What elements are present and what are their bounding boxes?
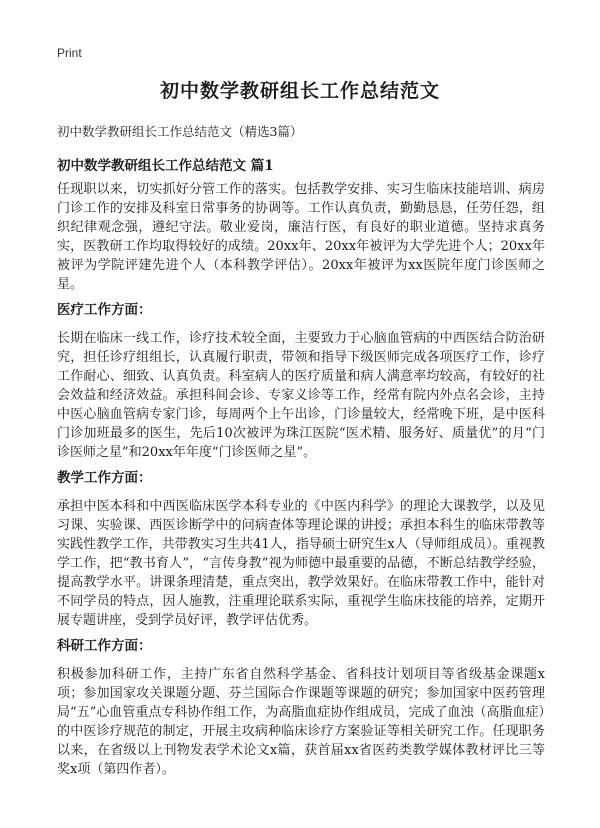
article-heading: 初中数学教研组长工作总结范文 篇1 [57, 158, 274, 174]
print-link[interactable]: Print [57, 46, 82, 60]
section-heading-medical: 医疗工作方面： [57, 302, 152, 318]
document-subtitle: 初中数学教研组长工作总结范文（精选3篇） [57, 124, 303, 139]
section-text-teaching: 承担中医本科和中西医临床医学本科专业的《中医内科学》的理论大课教学，以及见习课、实验课、西医诊断学中的问病查体等理论课的讲授；承担本科生的临床带教等实践性教学工作，共带教实习生共41人，指导硕士研究生x人（导师组成员）。重视教学工作，把“教书育人”，“言传身教”视为师德中最重要的品德，不断总结教学经验，提高教学水平。讲课条理清楚，重点突出，教学效果好。在临床带教工作中，能针对不同学员的特点，因人施教，注重理论联系实际，重视学生临床技能的培养，定期开展专题讲座，受到学员好评，教学评估优秀。 [57, 499, 545, 628]
page-title: 初中数学教研组长工作总结范文 [159, 80, 440, 102]
section-text-medical: 长期在临床一线工作，诊疗技术较全面，主要致力于心脑血管病的中西医结合防治研究，担任诊疗组组长，认真履行职责，带领和指导下级医师完成各项医疗工作，诊疗工作耐心、细致、认真负责。科室病人的医疗质量和病人满意率均较高，有较好的社会效益和经济效益。承担科间会诊、专家义诊等工作，经常有院内外点名会诊，主持中医心脑血管病专家门诊，每周两个上午出诊，门诊量较大，经常晚下班，是中医科门诊加班最多的医生，先后10次被评为珠江医院“医术精、服务好、质量优”的月“门诊医师之星”和20xx年年度“门诊医师之星”。 [57, 331, 545, 460]
section-text-research: 积极参加科研工作，主持广东省自然科学基金、省科技计划项目等省级基金课题x项；参加国家攻关课题分题、芬兰国际合作课题等课题的研究；参加国家中医药管理局“五”心血管重点专科协作组工作，为高脂血症协作组成员，完成了血浊（高脂血症）的中医诊疗规范的制定，开展主攻病种临床诊疗方案验证等相关研究工作。任现职务以来，在省级以上刊物发表学术论文x篇，获首届xx省医药类教学媒体教材评比三等奖x项（第四作者）。 [57, 667, 545, 777]
section-heading-research: 科研工作方面： [57, 638, 152, 654]
section-heading-teaching: 教学工作方面： [57, 470, 152, 486]
intro-paragraph: 任现职以来，切实抓好分管工作的落实。包括教学安排、实习生临床技能培训、病房门诊工作的安排及科室日常事务的协调等。工作认真负责，勤勤恳恳，任劳任怨，组织纪律观念强，遵纪守法。敬业爱岗，廉洁行医，有良好的职业道德。坚持求真务实，医教研工作均取得较好的成绩。20xx年、20xx年被评为大学先进个人；20xx年被评为学院评建先进个人（本科教学评估）。20xx年被评为xx医院年度门诊医师之星。 [57, 182, 545, 292]
